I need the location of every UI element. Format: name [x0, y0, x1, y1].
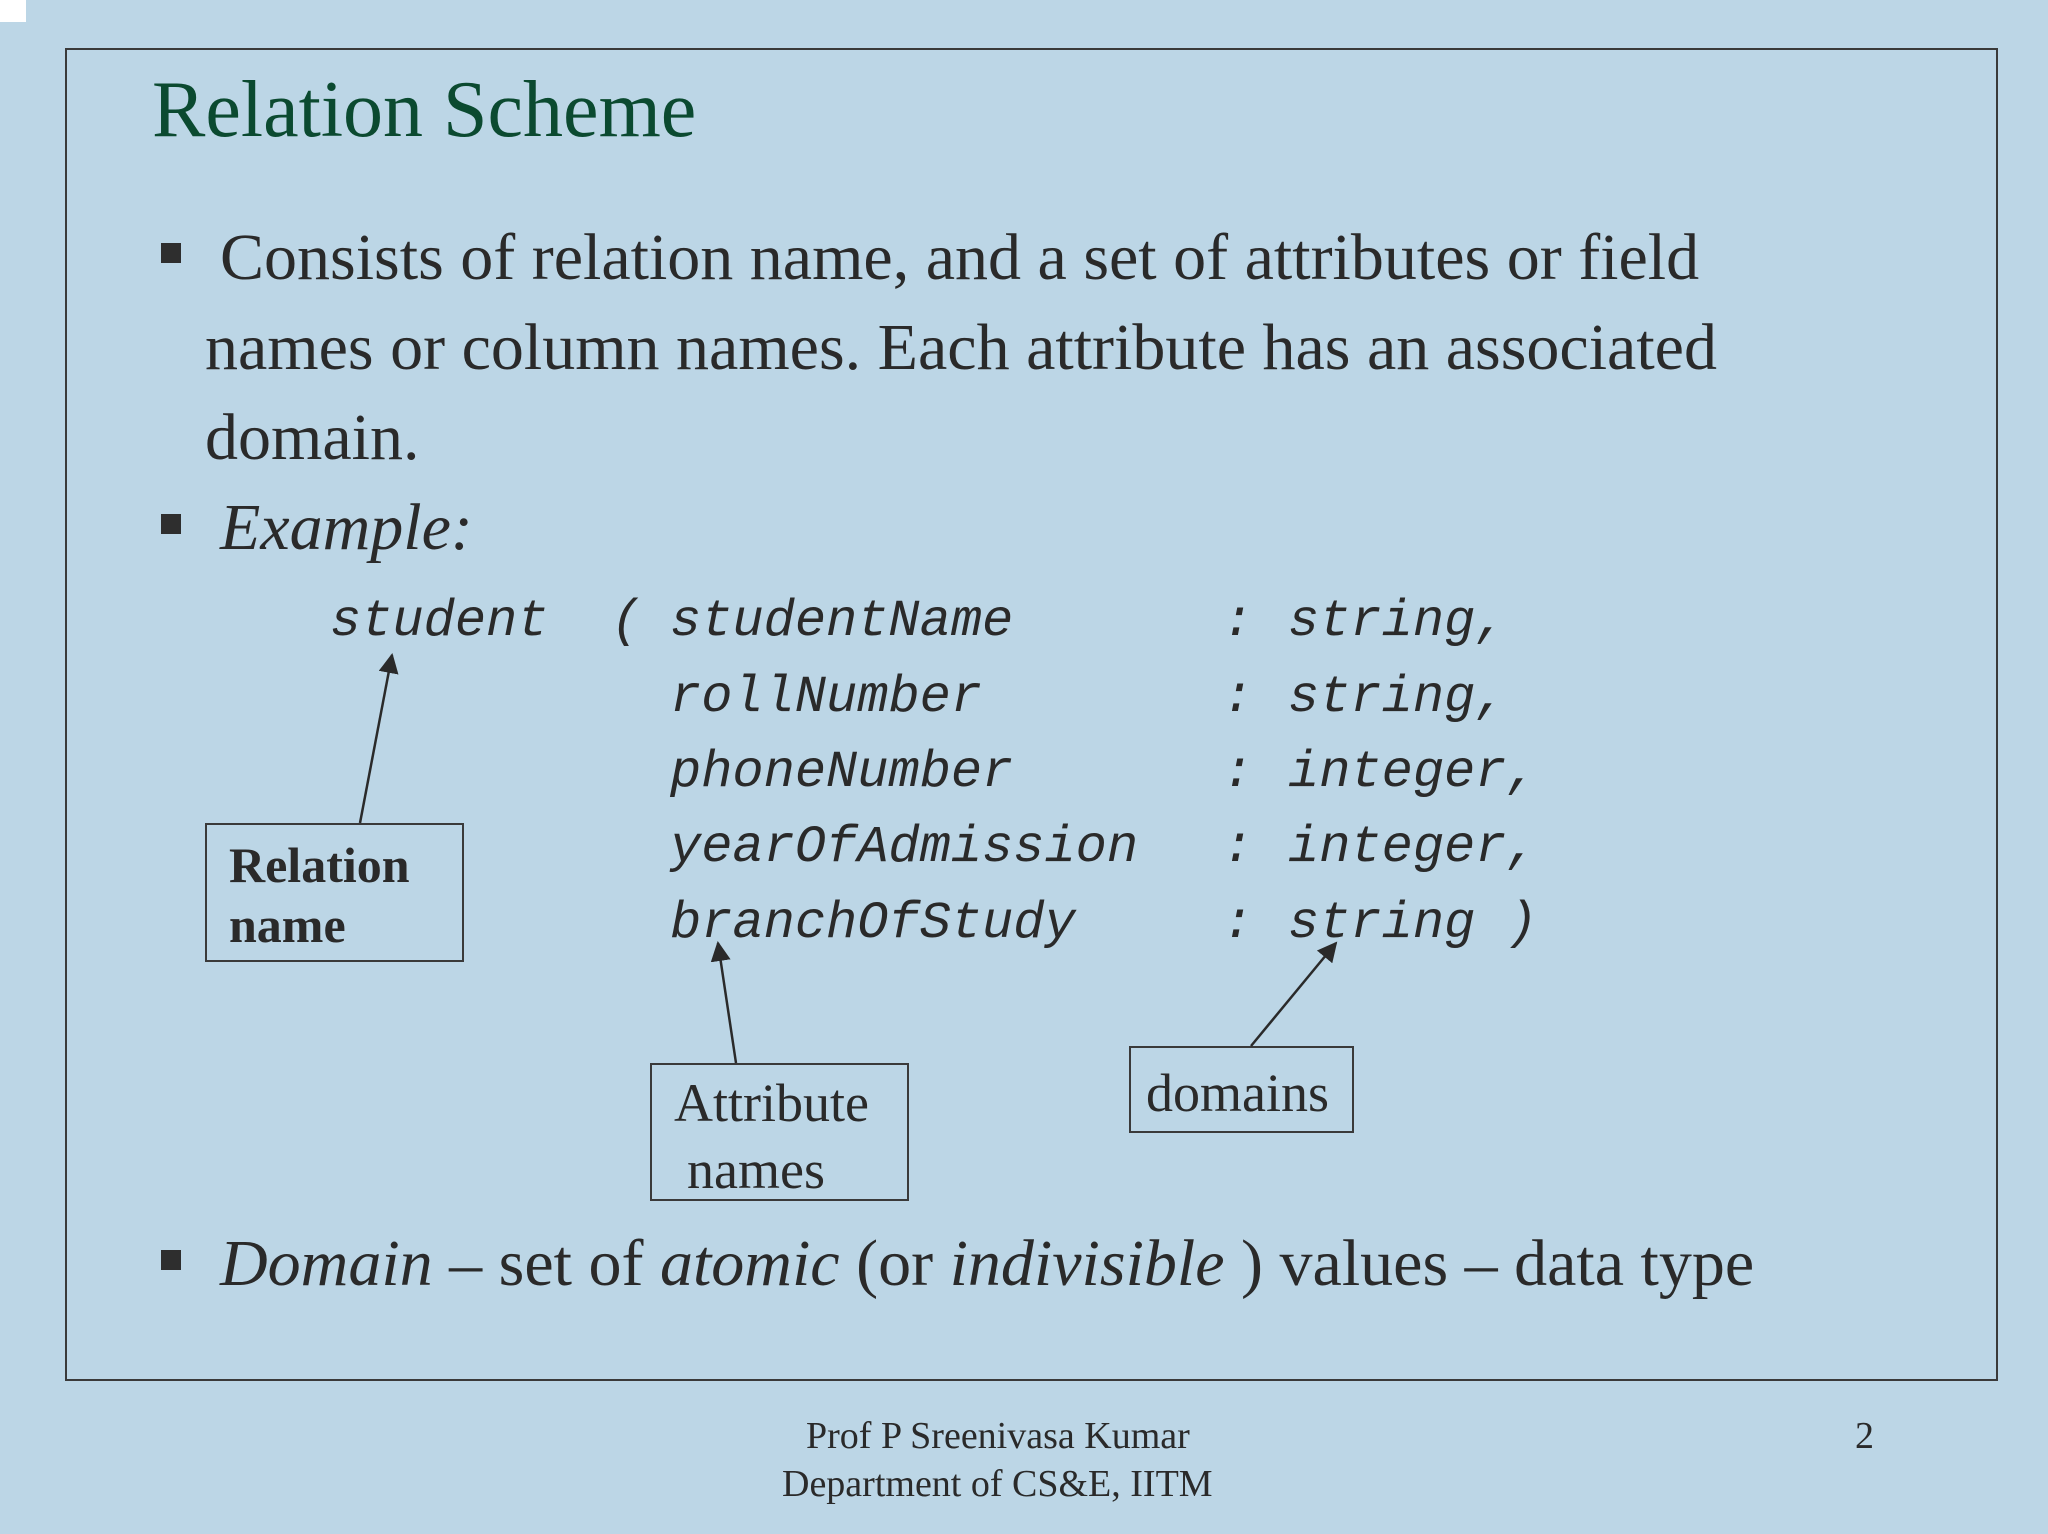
- domains-callout-text: domains: [1146, 1063, 1329, 1123]
- page-number: 2: [1855, 1415, 1874, 1457]
- domain-dash: – set of: [432, 1227, 660, 1300]
- attribute-names-callout-line1: Attribute: [674, 1073, 869, 1133]
- domains-arrow: [1251, 943, 1336, 1046]
- attribute-domain: string,: [1288, 668, 1507, 727]
- relation-name-code: student: [330, 592, 549, 651]
- relation-name-arrow: [360, 655, 392, 823]
- attribute-domain: integer,: [1288, 818, 1538, 877]
- attribute-name: studentName: [670, 592, 1014, 651]
- bullet1-line1: Consists of relation name, and a set of attributes or field: [220, 221, 1700, 294]
- relation-name-callout-line1: Relation: [229, 837, 410, 893]
- example-label: Example:: [220, 491, 473, 564]
- or-open: (or: [839, 1227, 950, 1300]
- attribute-name: branchOfStudy: [670, 894, 1076, 953]
- relation-name-callout-line2: name: [229, 897, 346, 953]
- attribute-colon: :: [1222, 894, 1254, 953]
- attribute-name: phoneNumber: [670, 743, 1014, 802]
- attribute-colon: :: [1222, 743, 1254, 802]
- atomic-term: atomic: [659, 1227, 840, 1300]
- attribute-domain: string,: [1288, 592, 1507, 651]
- bullet1-line3: domain.: [205, 401, 420, 474]
- open-paren: (: [611, 592, 643, 651]
- attribute-name: rollNumber: [670, 668, 983, 727]
- slide-title: Relation Scheme: [152, 66, 697, 154]
- attribute-domain: string ): [1288, 894, 1538, 953]
- domain-term: Domain: [220, 1227, 433, 1300]
- values-data-type: ) values – data type: [1224, 1227, 1755, 1300]
- attribute-colon: :: [1222, 592, 1254, 651]
- attribute-domain: integer,: [1288, 743, 1538, 802]
- indivisible-term: indivisible: [949, 1227, 1225, 1300]
- attribute-names-callout-line2: names: [687, 1140, 825, 1200]
- bullet-square-icon: [161, 1250, 181, 1270]
- attribute-name: yearOfAdmission: [670, 818, 1139, 877]
- footer-department: Department of CS&E, IITM: [782, 1463, 1213, 1505]
- attribute-names-arrow: [718, 943, 736, 1063]
- domain-definition: [220, 1227, 1755, 1300]
- attribute-colon: :: [1222, 668, 1254, 727]
- footer-author: Prof P Sreenivasa Kumar: [806, 1415, 1190, 1457]
- bullet1-line2: names or column names. Each attribute has an associated: [205, 311, 1717, 384]
- attribute-colon: :: [1222, 818, 1254, 877]
